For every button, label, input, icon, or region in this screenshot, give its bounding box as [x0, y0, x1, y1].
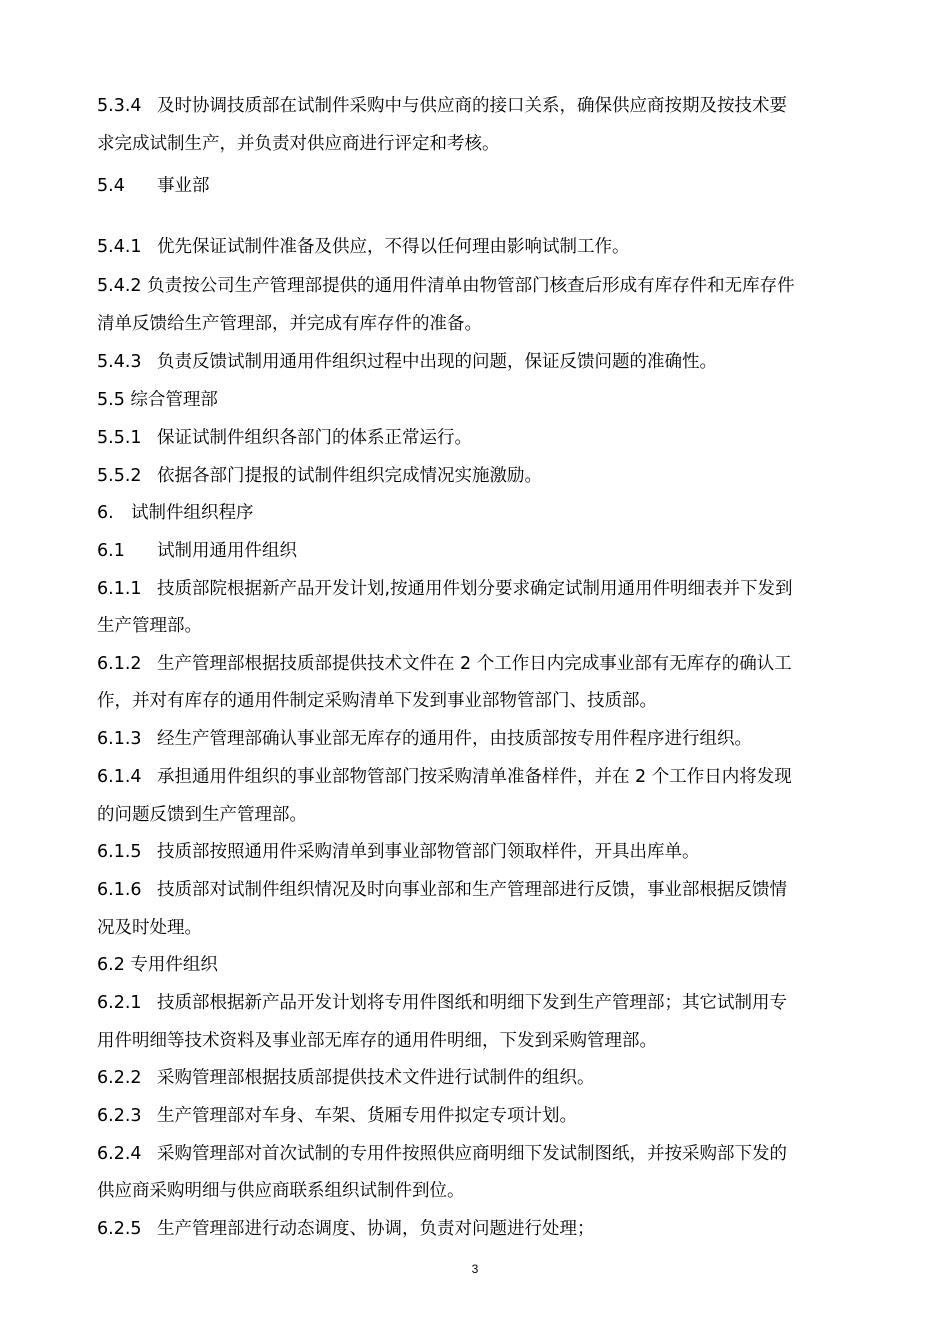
- clause-number: 5.3.4: [97, 96, 142, 116]
- clause-6-1-2: [97, 652, 867, 676]
- clause-5-3-4: [97, 94, 867, 118]
- clause-5-5-2: [97, 464, 867, 488]
- section-number: 5.5: [97, 390, 125, 410]
- clause-6-2-1: [97, 991, 867, 1015]
- clause-text: 及时协调技质部在试制件采购中与供应商的接口关系，确保供应商按期及按技术要: [157, 96, 787, 116]
- clause-number: 6.2.2: [97, 1068, 142, 1088]
- section-number: 6.1: [97, 541, 125, 561]
- section-6: [97, 501, 867, 525]
- clause-6-1-1-cont: [97, 614, 867, 638]
- clause-number: 5.5.2: [97, 466, 142, 486]
- clause-text: 用件明细等技术资料及事业部无库存的通用件明细，下发到采购管理部。: [97, 1031, 657, 1051]
- clause-text: 供应商采购明细与供应商联系组织试制件到位。: [97, 1181, 465, 1201]
- clause-text: 生产管理部对车身、车架、货厢专用件拟定专项计划。: [157, 1106, 577, 1126]
- section-number: 6.2: [97, 955, 125, 975]
- clause-6-1-4: [97, 765, 867, 789]
- clause-text: 作，并对有库存的通用件制定采购清单下发到事业部物管部门、技质部。: [97, 691, 657, 711]
- clause-6-2-5: [97, 1217, 867, 1241]
- clause-number: 6.2.1: [97, 993, 142, 1013]
- clause-number: 6.1.2: [97, 654, 142, 674]
- section-5-4: [97, 174, 867, 198]
- section-6-2: [97, 953, 867, 977]
- clause-5-4-1: [97, 235, 867, 259]
- clause-6-1-6: [97, 878, 867, 902]
- clause-text: 采购管理部根据技质部提供技术文件进行试制件的组织。: [157, 1068, 595, 1088]
- clause-text: 况及时处理。: [97, 918, 202, 938]
- clause-text: 技质部根据新产品开发计划将专用件图纸和明细下发到生产管理部；其它试制用专: [157, 993, 787, 1013]
- section-title: 事业部: [157, 176, 210, 196]
- clause-number: 6.1.4: [97, 767, 142, 787]
- clause-5-5-1: [97, 426, 867, 450]
- clause-text: 负责按公司生产管理部提供的通用件清单由物管部门核查后形成有库存件和无库存件: [147, 276, 795, 296]
- clause-text: 清单反馈给生产管理部，并完成有库存件的准备。: [97, 314, 482, 334]
- clause-text: 生产管理部根据技质部提供技术文件在 2 个工作日内完成事业部有无库存的确认工: [157, 654, 792, 674]
- clause-5-3-4-cont: [97, 132, 867, 156]
- clause-number: 6.2.4: [97, 1144, 142, 1164]
- clause-text: 生产管理部进行动态调度、协调，负责对问题进行处理；: [157, 1219, 595, 1239]
- clause-text: 技质部院根据新产品开发计划,按通用件划分要求确定试制用通用件明细表并下发到: [157, 579, 793, 599]
- clause-6-1-1: [97, 577, 867, 601]
- section-number: 5.4: [97, 176, 125, 196]
- clause-6-1-3: [97, 727, 867, 751]
- clause-6-1-5: [97, 840, 867, 864]
- page-number: 3: [471, 1262, 479, 1276]
- clause-text: 的问题反馈到生产管理部。: [97, 805, 307, 825]
- clause-5-4-2-cont: [97, 312, 867, 336]
- clause-number: 6.1.1: [97, 579, 142, 599]
- clause-5-4-2: [97, 274, 867, 298]
- clause-number: 6.2.5: [97, 1219, 142, 1239]
- clause-number: 6.1.3: [97, 729, 142, 749]
- clause-text: 生产管理部。: [97, 616, 202, 636]
- clause-text: 负责反馈试制用通用件组织过程中出现的问题，保证反馈问题的准确性。: [157, 352, 717, 372]
- section-number: 6.: [97, 503, 114, 523]
- clause-text: 依据各部门提报的试制件组织完成情况实施激励。: [157, 466, 542, 486]
- clause-6-1-4-cont: [97, 803, 867, 827]
- clause-6-1-2-cont: [97, 689, 867, 713]
- clause-text: 采购管理部对首次试制的专用件按照供应商明细下发试制图纸，并按采购部下发的: [157, 1144, 787, 1164]
- section-title: 试制用通用件组织: [157, 541, 297, 561]
- clause-6-2-4: [97, 1142, 867, 1166]
- clause-6-2-3: [97, 1104, 867, 1128]
- clause-6-2-4-cont: [97, 1179, 867, 1203]
- clause-6-2-2: [97, 1066, 867, 1090]
- clause-text: 求完成试制生产，并负责对供应商进行评定和考核。: [97, 134, 500, 154]
- section-title: 专用件组织: [130, 955, 218, 975]
- section-title: 试制件组织程序: [131, 503, 254, 523]
- clause-number: 5.4.1: [97, 237, 142, 257]
- clause-text: 技质部对试制件组织情况及时向事业部和生产管理部进行反馈，事业部根据反馈情: [157, 880, 787, 900]
- clause-number: 5.5.1: [97, 428, 142, 448]
- clause-text: 承担通用件组织的事业部物管部门按采购清单准备样件，并在 2 个工作日内将发现: [157, 767, 792, 787]
- clause-6-2-1-cont: [97, 1029, 867, 1053]
- section-6-1: [97, 539, 867, 563]
- clause-text: 经生产管理部确认事业部无库存的通用件，由技质部按专用件程序进行组织。: [157, 729, 752, 749]
- clause-6-1-6-cont: [97, 916, 867, 940]
- clause-text: 优先保证试制件准备及供应，不得以任何理由影响试制工作。: [157, 237, 630, 257]
- clause-number: 6.1.5: [97, 842, 142, 862]
- clause-text: 技质部按照通用件采购清单到事业部物管部门领取样件，开具出库单。: [157, 842, 700, 862]
- clause-text: 保证试制件组织各部门的体系正常运行。: [157, 428, 472, 448]
- clause-5-4-3: [97, 350, 867, 374]
- clause-number: 6.2.3: [97, 1106, 142, 1126]
- section-5-5: [97, 388, 867, 412]
- clause-number: 5.4.2: [97, 276, 142, 296]
- clause-number: 5.4.3: [97, 352, 142, 372]
- section-title: 综合管理部: [130, 390, 218, 410]
- clause-number: 6.1.6: [97, 880, 142, 900]
